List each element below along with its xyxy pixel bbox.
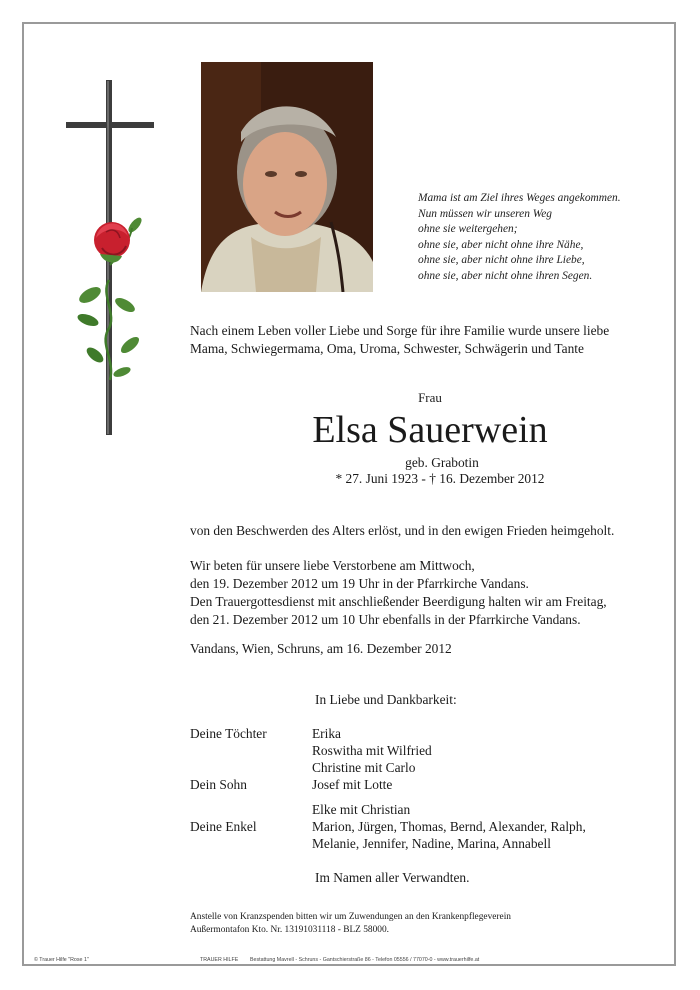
poem-line: ohne sie, aber nicht ohne ihre Nähe, — [418, 238, 584, 251]
service-line: den 21. Dezember 2012 um 10 Uhr ebenfalls in der Pfarrkirche Vandans. — [190, 612, 581, 627]
service-line: Wir beten für unsere liebe Verstorbene am Mittwoch, — [190, 558, 475, 573]
donation-note — [190, 911, 660, 937]
family-member: Roswitha mit Wilfried — [312, 743, 432, 758]
peace-line: von den Beschwerden des Alters erlöst, und in den ewigen Frieden heimgeholt. — [190, 523, 615, 538]
intro-text — [190, 322, 670, 358]
life-dates: * 27. Juni 1923 - † 16. Dezember 2012 — [335, 471, 545, 486]
cross-with-rose-icon — [60, 80, 160, 440]
poem-line: ohne sie, aber nicht ohne ihre Liebe, — [418, 254, 585, 267]
place-date-line: Vandans, Wien, Schruns, am 16. Dezember 2012 — [190, 641, 452, 656]
deceased-name: Elsa Sauerwein — [312, 409, 548, 451]
salutation: Frau — [418, 390, 442, 405]
family-member: Melanie, Jennifer, Nadine, Marina, Annabell — [312, 836, 551, 851]
service-announcement — [190, 557, 670, 629]
imprint-address: Bestattung Mavrell - Schruns - Gantschierstraße 86 - Telefon 05556 / 77070-0 - www.trauerhilfe.at — [250, 957, 480, 963]
portrait-photo — [201, 62, 373, 292]
memorial-poem — [418, 191, 668, 285]
family-row — [190, 793, 670, 801]
family-member: Elke mit Christian — [312, 802, 411, 817]
gratitude-line: In Liebe und Dankbarkeit: — [315, 692, 457, 707]
peace-text — [190, 522, 670, 540]
service-line: Den Trauergottesdienst mit anschließender Beerdigung halten wir am Freitag, — [190, 594, 607, 609]
intro-line: Nach einem Leben voller Liebe und Sorge für ihre Familie wurde unsere liebe — [190, 323, 610, 338]
family-row — [190, 742, 670, 759]
family-label: Deine Töchter — [190, 726, 267, 741]
family-list — [190, 725, 670, 852]
donation-line: Anstelle von Kranzspenden bitten wir um Zuwendungen an den Krankenpflegeverein — [190, 912, 511, 922]
donation-line: Außermontafon Kto. Nr. 13191031118 - BLZ 58000. — [190, 925, 390, 935]
maiden-name: geb. Grabotin — [405, 455, 479, 470]
family-member: Josef mit Lotte — [312, 777, 393, 792]
poem-line: Nun müssen wir unseren Weg — [418, 207, 552, 220]
service-line: den 19. Dezember 2012 um 19 Uhr in der Pfarrkirche Vandans. — [190, 576, 529, 591]
family-member: Marion, Jürgen, Thomas, Bernd, Alexander, Ralph, — [312, 819, 586, 834]
template-credit: © Trauer Hilfe "Rose 1" — [34, 957, 89, 963]
family-label: Deine Enkel — [190, 819, 257, 834]
poem-line: ohne sie weitergehen; — [418, 223, 518, 236]
family-row — [190, 835, 670, 852]
poem-line: ohne sie, aber nicht ohne ihren Segen. — [418, 269, 593, 282]
family-row — [190, 776, 670, 793]
family-label: Dein Sohn — [190, 777, 247, 792]
family-member: Erika — [312, 726, 341, 741]
intro-line: Mama, Schwiegermama, Oma, Uroma, Schwester, Schwägerin und Tante — [190, 341, 584, 356]
place-date — [190, 640, 670, 658]
family-row — [190, 725, 670, 742]
imprint-brand: TRAUER HILFE — [200, 957, 239, 963]
family-member: Christine mit Carlo — [312, 760, 416, 775]
relatives-closing: Im Namen aller Verwandten. — [315, 870, 470, 885]
family-row — [190, 759, 670, 776]
family-row — [190, 818, 670, 835]
poem-line: Mama ist am Ziel ihres Weges angekommen. — [418, 192, 621, 204]
family-row — [190, 801, 670, 818]
